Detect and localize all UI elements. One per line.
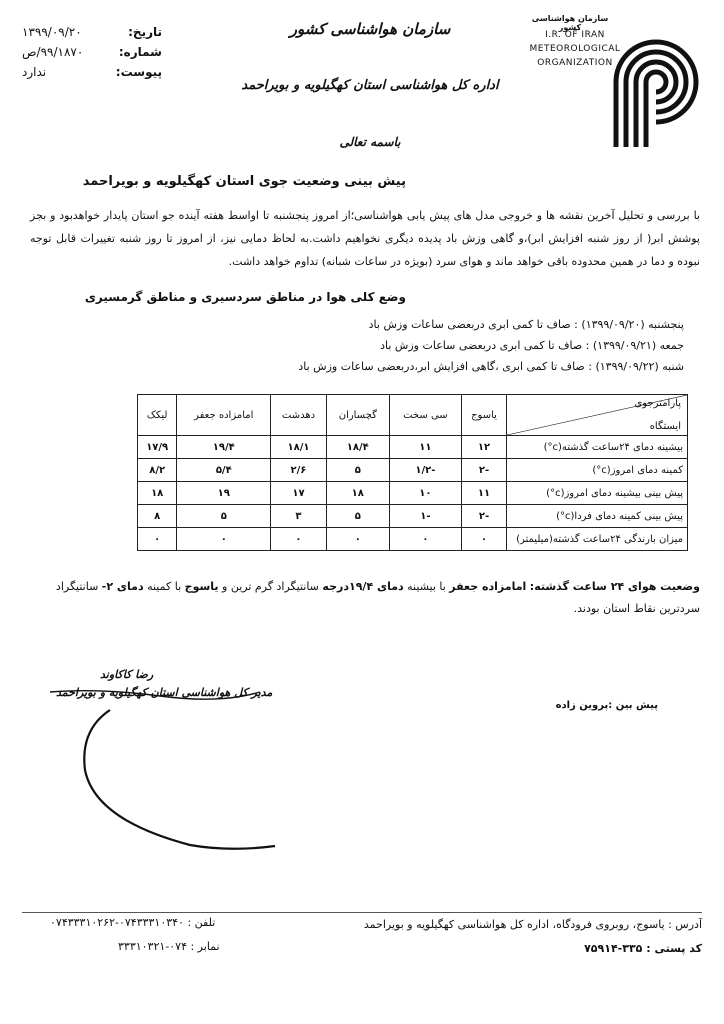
summary-text: سانتیگراد گرم ترین و xyxy=(222,580,319,593)
table-cell: ۸/۲ xyxy=(138,459,177,482)
summary-text: سانتیگراد سردترین نقاط استان بودند. xyxy=(55,580,700,615)
station-table xyxy=(137,394,688,551)
column-header: امامزاده جعفر xyxy=(177,395,271,436)
date-label: تاریخ: xyxy=(128,25,162,39)
table-cell: ۱۱ xyxy=(462,482,507,505)
row-parameter: بیشینه دمای ۲۴ساعت گذشته(c°) xyxy=(507,436,688,459)
summary-text: با کمینه xyxy=(147,580,182,593)
table-row xyxy=(138,459,688,482)
table-row xyxy=(138,436,688,459)
handwritten-signature xyxy=(40,640,280,860)
table-cell: ۰ xyxy=(138,528,177,551)
table-cell: ۵ xyxy=(326,459,389,482)
invocation: باسمه تعالی xyxy=(339,135,401,149)
table-cell: ۱۸ xyxy=(138,482,177,505)
table-cell: -۲ xyxy=(462,505,507,528)
summary-cold-value: دمای ۲- xyxy=(101,580,144,593)
row-parameter: پیش بینی کمینه دمای فردا(c°) xyxy=(507,505,688,528)
table-row xyxy=(138,528,688,551)
table-cell: ۱۰ xyxy=(389,482,461,505)
table-cell: ۰ xyxy=(462,528,507,551)
table-cell: ۰ xyxy=(389,528,461,551)
corner-top-label: پارامترجوی xyxy=(634,398,681,409)
day-forecast-list xyxy=(34,314,684,377)
column-header: یاسوج xyxy=(462,395,507,436)
table-cell: -۲ xyxy=(462,459,507,482)
attachment-value: ندارد xyxy=(22,65,47,79)
summary-text: با بیشینه xyxy=(407,580,446,593)
table-header-row xyxy=(138,395,688,436)
table-cell: ۰ xyxy=(271,528,327,551)
column-header: لیکک xyxy=(138,395,177,436)
footer-phone: تلفن : ۰۷۴۳۳۳۱۰۳۴۰-۰۷۴۳۳۳۱۰۲۶۲ xyxy=(50,916,216,929)
forecast-heading: پیش بینی وضعیت جوی استان کهگیلویه و بویراحمد xyxy=(82,174,406,189)
summary-hot-station: امامزاده جعفر xyxy=(449,580,527,593)
organization-logo xyxy=(520,14,710,154)
number-row xyxy=(22,42,162,62)
summary-lead: وضعیت هوای ۲۴ ساعت گذشته: xyxy=(529,580,700,593)
table-cell: ۱۷/۹ xyxy=(138,436,177,459)
number-value: ۹۹/۱۸۷۰/ص xyxy=(22,45,84,59)
column-header: سی سخت xyxy=(389,395,461,436)
table-cell: ۸ xyxy=(138,505,177,528)
forecast-paragraph: با بررسی و تحلیل آخرین نقشه ها و خروجی مدل های پیش یابی هواشناسی؛از امروز پنجشنبه تا اواسط هفته آینده جو استان پایدار خواهدبود و بجز پوشش ابر( از روز شنبه افزایش ابر)،و گاهی وزش باد پدیده دیگری نخواهیم داشت.به لحاظ دمایی نیز، از امروز تا روز شنبه تغییرات قابل توجه نبوده و دما در همین محدوده باقی خواهد ماند و هوای سرد (بویژه در ساعات شبانه) تداوم خواهد داشت. xyxy=(30,209,700,268)
logo-line-2: METEOROLOGICAL xyxy=(529,44,621,54)
table-cell: ۳ xyxy=(271,505,327,528)
number-label: شماره: xyxy=(118,45,162,59)
table-cell: ۱۹/۴ xyxy=(177,436,271,459)
footer-address: آدرس : یاسوج، روبروی فرودگاه، اداره کل هواشناسی کهگیلویه و بویراحمد xyxy=(363,918,702,931)
footer-divider xyxy=(22,912,702,913)
day-forecast-item: شنبه (۱۳۹۹/۰۹/۲۲) : صاف تا کمی ابری ،گاهی افزایش ابر،دربعضی ساعات وزش باد xyxy=(298,360,684,373)
row-parameter: کمینه دمای امروز(c°) xyxy=(507,459,688,482)
past-24h-summary xyxy=(30,576,700,620)
signatory-title: مدیر کل هواشناسی استان کهگیلویه و بویراحمد xyxy=(56,686,273,699)
logo-line-1: I.R. OF IRAN xyxy=(545,30,605,40)
table-cell: ۱۸/۴ xyxy=(326,436,389,459)
summary-cold-station: یاسوج xyxy=(184,580,219,593)
signatory-name: رضا کاکاوند xyxy=(100,668,154,681)
table-cell: ۱۱ xyxy=(389,436,461,459)
logo-line-3: ORGANIZATION xyxy=(537,58,613,68)
summary-hot-value: دمای ۱۹/۴درجه xyxy=(322,580,404,593)
org-name: سازمان هواشناسی کشور xyxy=(289,20,451,38)
table-cell: ۵ xyxy=(177,505,271,528)
row-parameter: میزان بارندگی ۲۴ساعت گذشته(میلیمتر) xyxy=(507,528,688,551)
table-cell: -۱ xyxy=(389,505,461,528)
table-cell: ۲/۶ xyxy=(271,459,327,482)
table-cell: ۰ xyxy=(177,528,271,551)
footer-postal-code: کد پستی : ۳۳۵-۷۵۹۱۴ xyxy=(584,942,702,955)
date-row xyxy=(22,22,162,42)
table-row xyxy=(138,505,688,528)
date-value: ۱۳۹۹/۰۹/۲۰ xyxy=(22,25,82,39)
table-cell: ۱۸/۱ xyxy=(271,436,327,459)
corner-bottom-label: ایستگاه xyxy=(649,421,681,432)
logo-text-fa: سازمان هواشناسی کشور xyxy=(531,14,609,32)
table-row xyxy=(138,482,688,505)
footer-fax: نمابر : ۰۷۴-۳۳۳۱۰۳۲۱ xyxy=(118,940,220,953)
logo-emblem-icon xyxy=(606,22,706,152)
day-forecast-item: جمعه (۱۳۹۹/۰۹/۲۱) : صاف تا کمی ابری دربعضی ساعات وزش باد xyxy=(380,339,684,352)
row-parameter: پیش بینی بیشینه دمای امروز(c°) xyxy=(507,482,688,505)
table-cell: ۱۹ xyxy=(177,482,271,505)
table-cell: ۵ xyxy=(326,505,389,528)
column-header: دهدشت xyxy=(271,395,327,436)
table-cell: ۵/۴ xyxy=(177,459,271,482)
table-corner-cell xyxy=(507,395,688,436)
dept-name: اداره کل هواشناسی استان کهگیلویه و بویراحمد xyxy=(241,78,499,93)
letter-meta xyxy=(22,22,162,82)
attachment-label: پیوست: xyxy=(115,65,162,79)
table-cell: ۱۲ xyxy=(462,436,507,459)
regions-heading: وضع کلی هوا در مناطق سردسیری و مناطق گرمسیری xyxy=(84,290,406,304)
forecaster-name: پیش بین :پروین زاده xyxy=(555,700,658,711)
attachment-row xyxy=(22,62,162,82)
table-cell: ۰ xyxy=(326,528,389,551)
table-cell: -۱/۲ xyxy=(389,459,461,482)
table-cell: ۱۷ xyxy=(271,482,327,505)
day-forecast-item: پنجشنبه (۱۳۹۹/۰۹/۲۰) : صاف تا کمی ابری دربعضی ساعات وزش باد xyxy=(368,318,684,331)
table-cell: ۱۸ xyxy=(326,482,389,505)
column-header: گچساران xyxy=(326,395,389,436)
